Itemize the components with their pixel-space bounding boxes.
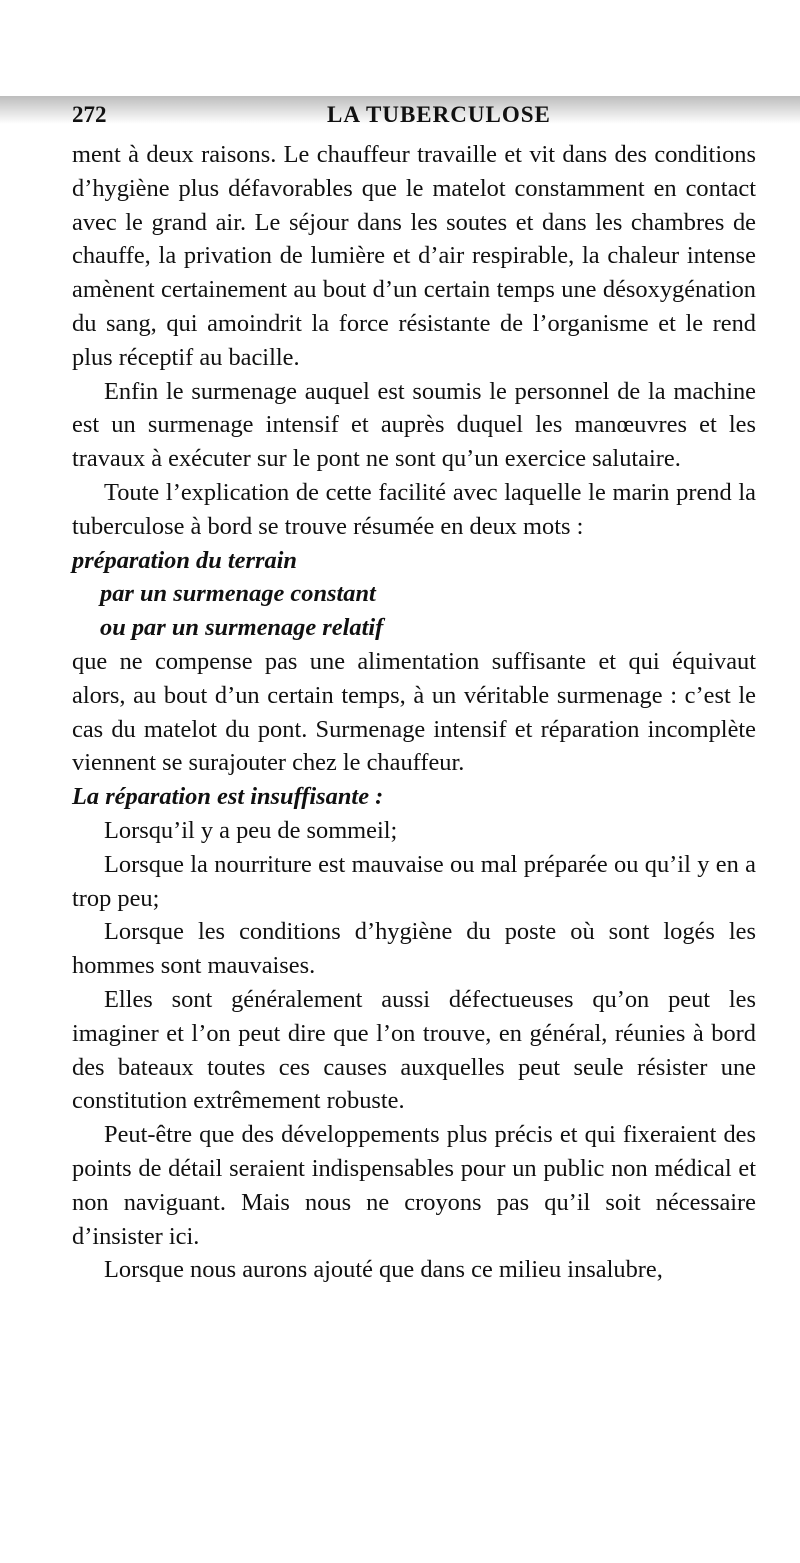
paragraph: que ne compense pas une alimentation suffisante et qui équivaut alors, au bout d’un certain temps, à un véritable surmenage : c’est le cas du matelot du pont. Surmenage intensif et réparation incomplète viennent se surajouter chez le chauffeur. <box>72 647 756 777</box>
emphasis-line: préparation du terrain <box>72 546 297 574</box>
paragraph: Elles sont généralement aussi défectueuses qu’on peut les imaginer et l’on peut dire que l’on trouve, en général, réunies à bord des bateaux toutes ces causes auxquelles peut seule résister une constitution extrêmement robuste. <box>72 985 756 1115</box>
page-body <box>72 138 756 1287</box>
paragraph: Peut-être que des développements plus précis et qui fixeraient des points de détail seraient indispensables pour un public non médical et non naviguant. Mais nous ne croyons pas qu’il soit nécessaire d’insister ici. <box>72 1121 756 1250</box>
paragraph-continued: ment à deux raisons. Le chauffeur travaille et vit dans des conditions d’hygiène plus défavorables que le matelot constamment en contact avec le grand air. Le séjour dans les soutes et dans les chambres de chauffe, la privation de lumière et d’air respirable, la chaleur intense amènent certainement au bout d’un certain temps une désoxygénation du sang, qui amoindrit la force résistante de l’organisme et le rend plus réceptif au bacille. <box>72 141 756 371</box>
running-title: LA TUBERCULOSE <box>327 102 551 127</box>
list-item: Lorsque la nourriture est mauvaise ou mal préparée ou qu’il y en a trop peu; <box>72 850 756 912</box>
paragraph-final-line: Lorsque nous aurons ajouté que dans ce milieu insalubre, <box>104 1256 663 1284</box>
paragraph: Toute l’explication de cette facilité avec laquelle le marin prend la tuberculose à bord se trouve résumée en deux mots : <box>72 478 756 540</box>
running-header <box>72 96 756 138</box>
book-page <box>0 96 800 1563</box>
list-item: Lorsqu’il y a peu de sommeil; <box>104 816 398 844</box>
page-number: 272 <box>72 102 107 127</box>
list-item: Lorsque les conditions d’hygiène du poste où sont logés les hommes sont mauvaises. <box>72 918 756 980</box>
paragraph: Enfin le surmenage auquel est soumis le personnel de la machine est un surmenage intensif et auprès duquel les manœuvres et les travaux à exécuter sur le pont ne sont qu’un exercice salutaire. <box>72 377 756 473</box>
subheading: La réparation est insuffisante : <box>72 783 384 811</box>
emphasis-line: ou par un surmenage relatif <box>100 614 384 642</box>
emphasis-line: par un surmenage constant <box>100 580 376 608</box>
